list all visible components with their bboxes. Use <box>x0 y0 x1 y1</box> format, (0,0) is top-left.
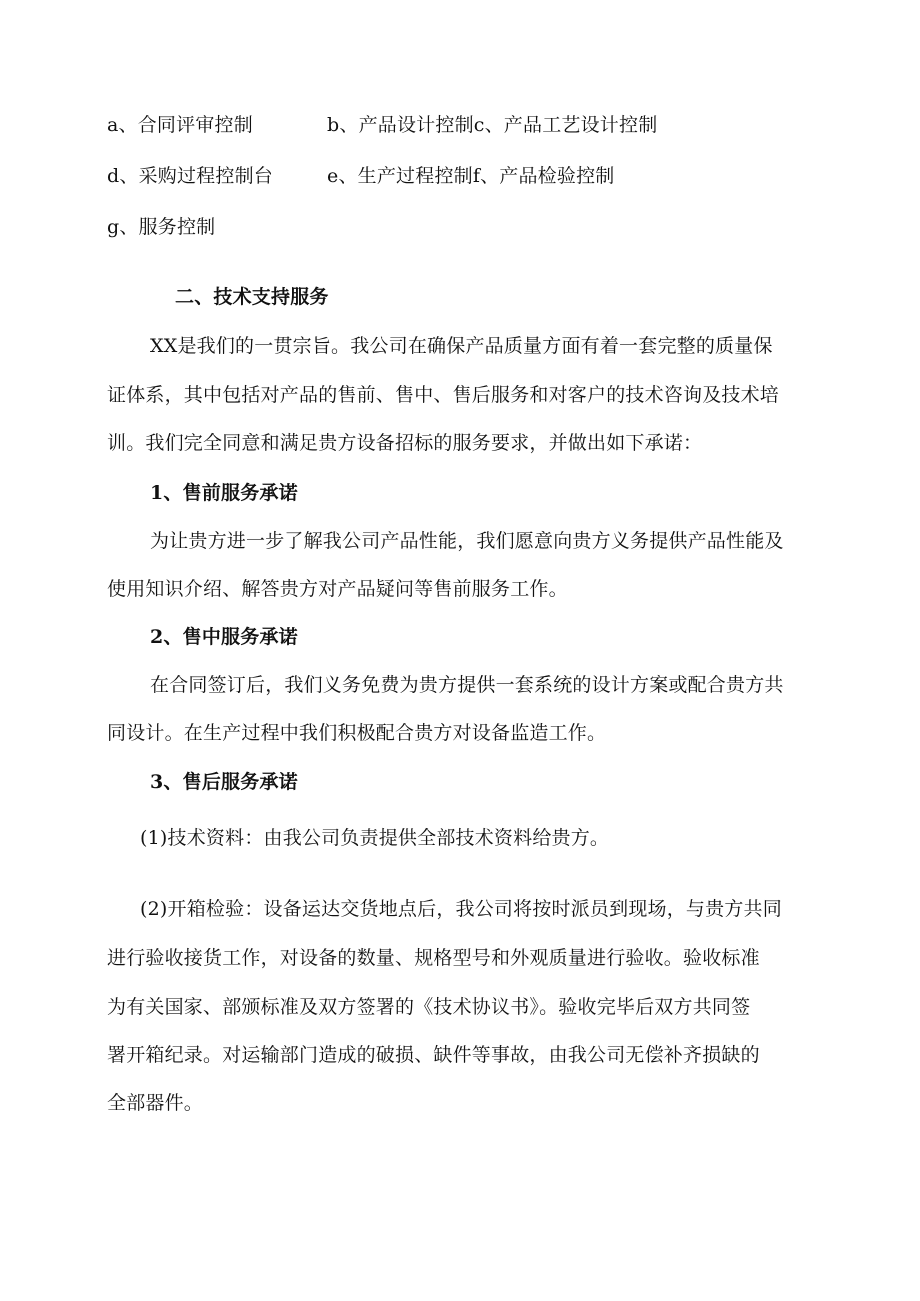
control-item-d: d、采购过程控制台 <box>107 165 273 187</box>
aftersale-heading: 3、售后服务承诺 <box>150 771 298 793</box>
presale-line: 为让贵方进一步了解我公司产品性能，我们愿意向贵方义务提供产品性能及 <box>150 530 784 552</box>
insale-line: 同设计。在生产过程中我们积极配合贵方对设备监造工作。 <box>107 722 607 744</box>
control-item-ef: e、生产过程控制f、产品检验控制 <box>327 165 615 187</box>
aftersale-item-2-line: 署开箱纪录。对运输部门造成的破损、缺件等事故，由我公司无偿补齐损缺的 <box>107 1044 760 1066</box>
intro-line: XX是我们的一贯宗旨。我公司在确保产品质量方面有着一套完整的质量保 <box>150 335 773 357</box>
presale-heading: 1、售前服务承诺 <box>150 482 298 504</box>
section-heading: 二、技术支持服务 <box>175 286 329 308</box>
presale-line: 使用知识介绍、解答贵方对产品疑问等售前服务工作。 <box>107 578 568 600</box>
intro-line: 证体系，其中包括对产品的售前、售中、售后服务和对客户的技术咨询及技术培 <box>107 384 780 406</box>
control-item-bc: b、产品设计控制c、产品工艺设计控制 <box>327 114 658 136</box>
aftersale-item-2-line: 全部器件。 <box>107 1092 204 1114</box>
aftersale-item-2-line: 进行验收接货工作，对设备的数量、规格型号和外观质量进行验收。验收标准 <box>107 947 760 969</box>
aftersale-item-2-line: (2)开箱检验：设备运达交货地点后，我公司将按时派员到现场，与贵方共同 <box>140 898 782 920</box>
aftersale-item-2-line: 为有关国家、部颁标准及双方签署的《技术协议书》。验收完毕后双方共同签 <box>107 996 751 1018</box>
control-item-g: g、服务控制 <box>107 216 216 238</box>
control-item-a: a、合同评审控制 <box>107 114 253 136</box>
insale-line: 在合同签订后，我们义务免费为贵方提供一套系统的设计方案或配合贵方共 <box>150 674 784 696</box>
intro-line: 训。我们完全同意和满足贵方设备招标的服务要求，并做出如下承诺： <box>107 432 703 454</box>
insale-heading: 2、售中服务承诺 <box>150 626 298 648</box>
aftersale-item-1: (1)技术资料：由我公司负责提供全部技术资料给贵方。 <box>140 827 610 849</box>
